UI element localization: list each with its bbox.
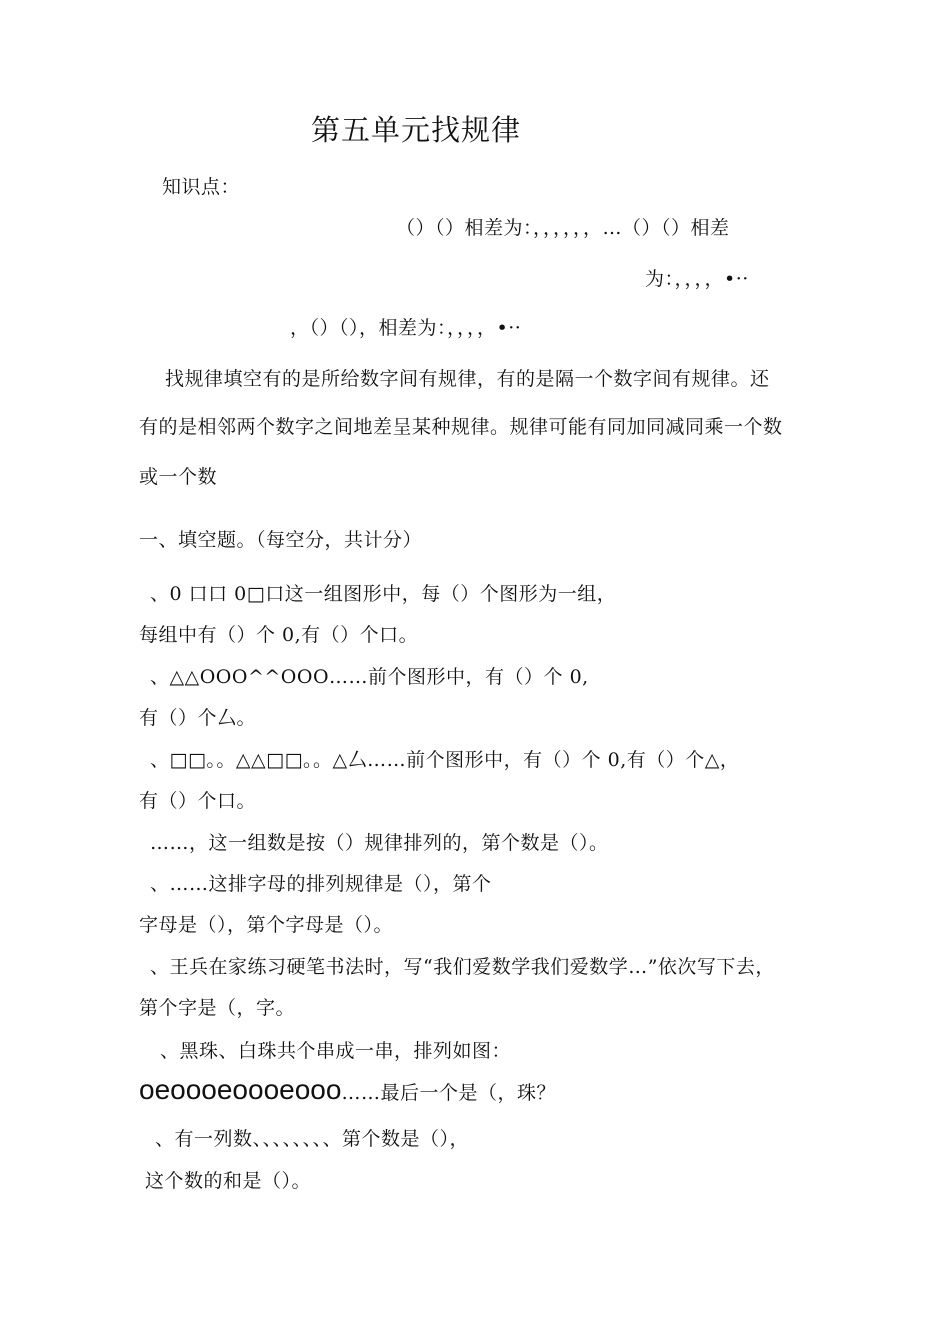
- question-6-line-1: 、王兵在家练习硬笔书法时，写“我们爱数学我们爱数学…”依次写下去，: [150, 956, 775, 978]
- question-4: ……，这一组数是按（）规律排列的，第个数是（）。: [150, 832, 609, 854]
- question-3-line-2: 有（）个口。: [139, 790, 257, 812]
- bead-question-text: ……最后一个是（，珠？: [341, 1082, 556, 1104]
- question-2-line-2: 有（）个厶。: [139, 707, 257, 729]
- knowledge-line-3: ，（）（），相差为：，，，，•··: [290, 317, 522, 339]
- question-7-line-2: [139, 1074, 556, 1105]
- question-3-line-1: 、□□。。△△□□。。△厶……前个图形中，有（）个 0,有（）个△，: [150, 749, 740, 771]
- question-1-line-1: 、0 口口 0□口这一组图形中，每（）个图形为一组，: [150, 583, 617, 605]
- question-8-line-2: 这个数的和是（）。: [145, 1170, 312, 1192]
- knowledge-label: 知识点：: [162, 176, 241, 198]
- question-8-line-1: 、有一列数、、、、、、、、第个数是（），: [155, 1128, 470, 1150]
- question-1-line-2: 每组中有（）个 0,有（）个口。: [139, 624, 419, 646]
- knowledge-line-1: （）（）相差为：，，，，，，…（）（）相差: [396, 217, 730, 239]
- bead-sequence: oeoooeoooeooo: [139, 1074, 342, 1105]
- knowledge-line-2: 为：，，，，•··: [645, 268, 749, 290]
- page-title: 第五单元找规律: [311, 113, 522, 147]
- section-heading: 一、填空题。（每空分，共计分）: [139, 529, 423, 551]
- question-5-line-1: 、……这排字母的排列规律是（），第个: [150, 873, 492, 895]
- intro-line-2: 有的是相邻两个数字之间地差呈某种规律。规律可能有同加同减同乘一个数: [139, 416, 783, 438]
- question-5-line-2: 字母是（），第个字母是（）。: [139, 914, 394, 936]
- intro-line-3: 或一个数: [139, 466, 218, 488]
- question-6-line-2: 第个字是（，字。: [139, 997, 296, 1019]
- question-7-line-1: 、黑珠、白珠共个串成一串，排列如图：: [160, 1040, 512, 1062]
- intro-line-1: 找规律填空有的是所给数字间有规律，有的是隔一个数字间有规律。还: [165, 368, 770, 390]
- question-2-line-1: 、△△OOO^^OOO……前个图形中，有（）个 0,: [150, 666, 589, 688]
